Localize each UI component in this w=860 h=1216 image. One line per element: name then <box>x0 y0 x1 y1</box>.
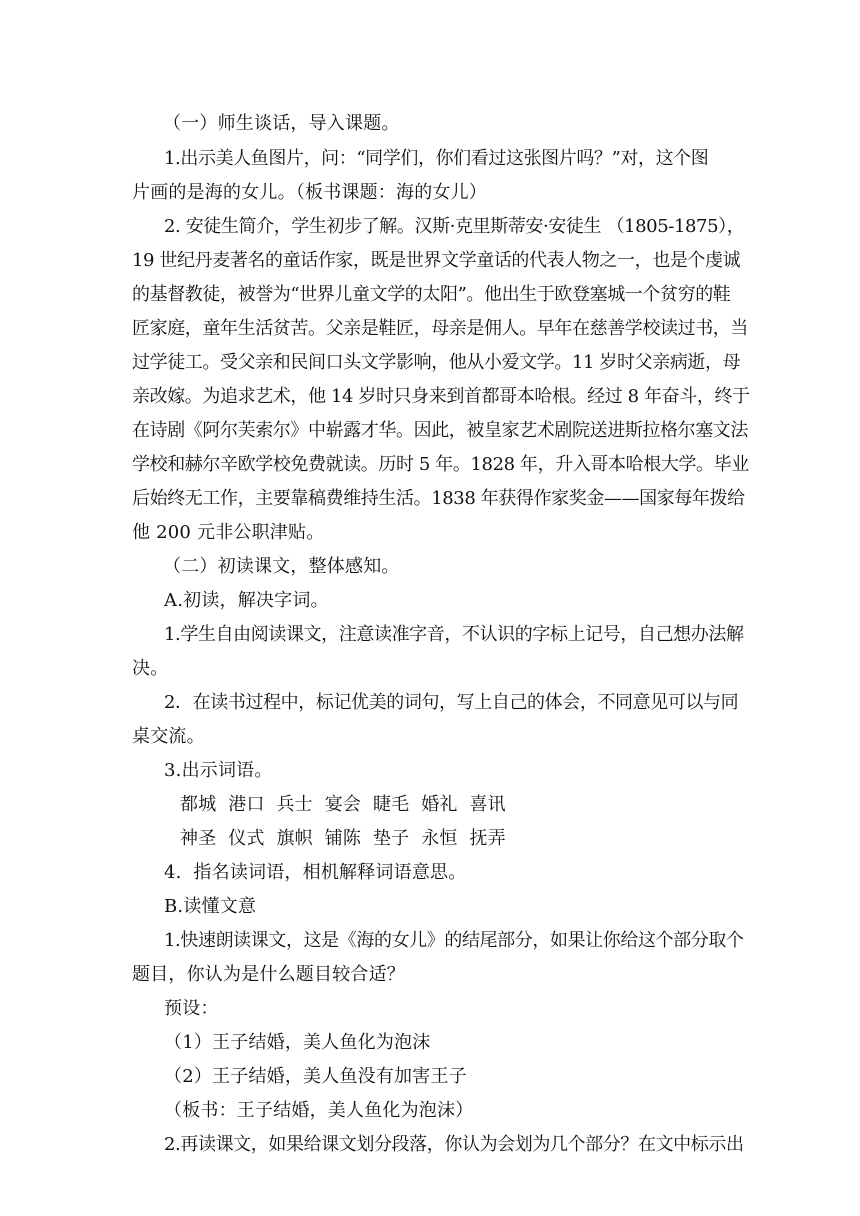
paragraph-line: 2. 安徒生简介，学生初步了解。汉斯·克里斯蒂安·安徒生 （1805-1875）， <box>164 216 745 237</box>
paragraph-line: 过学徒工。受父亲和民间口头文学影响，他从小爱文学。11 岁时父亲病逝，母 <box>132 352 741 373</box>
section-heading-1: （一）师生谈话，导入课题。 <box>163 113 400 134</box>
vocabulary-row-1: 都城 港口 兵士 宴会 睫毛 婚礼 喜讯 <box>180 794 506 815</box>
paragraph-line: 2．在读书过程中，标记优美的词句，写上自己的体会，不同意见可以与同 <box>164 692 739 713</box>
vocabulary-row-2: 神圣 仪式 旗帜 铺陈 垫子 永恒 抚弄 <box>180 828 506 849</box>
paragraph-line: 的基督教徒，被誉为“世界儿童文学的太阳”。他出生于欧登塞城一个贫穷的鞋 <box>132 284 731 305</box>
paragraph-line: （1）王子结婚，美人鱼化为泡沫 <box>164 1032 431 1053</box>
paragraph-line: 4. 指名读词语，相机解释词语意思。 <box>164 862 467 883</box>
paragraph-line: 19 世纪丹麦著名的童话作家，既是世界文学童话的代表人物之一，也是个虔诚 <box>132 250 741 271</box>
paragraph-line: 匠家庭，童年生活贫苦。父亲是鞋匠，母亲是佣人。早年在慈善学校读过书，当 <box>132 318 748 339</box>
paragraph-line: 题目，你认为是什么题目较合适？ <box>132 964 405 985</box>
paragraph-line: 亲改嫁。为追求艺术，他 14 岁时只身来到首都哥本哈根。经过 8 年奋斗，终于 <box>132 386 750 407</box>
subsection-heading-b: B.读懂文意 <box>164 896 257 917</box>
paragraph-line: 1.快速朗读课文，这是《海的女儿》的结尾部分，如果让你给这个部分取个 <box>164 930 744 951</box>
paragraph-line: （板书：王子结婚，美人鱼化为泡沫） <box>164 1100 474 1121</box>
paragraph-line: 1.学生自由阅读课文，注意读准字音，不认识的字标上记号，自己想办法解 <box>164 624 744 645</box>
paragraph-line: 决。 <box>132 658 169 679</box>
paragraph-line: 片画的是海的女儿。（板书课题：海的女儿） <box>132 182 487 203</box>
paragraph-line: 学校和赫尔辛欧学校免费就读。历时 5 年。1828 年，升入哥本哈根大学。毕业 <box>132 454 749 475</box>
paragraph-line: 2.再读课文，如果给课文划分段落，你认为会划为几个部分？在文中标示出 <box>164 1134 744 1155</box>
paragraph-line: 桌交流。 <box>132 726 205 747</box>
paragraph-line: 3.出示词语。 <box>164 760 273 781</box>
paragraph-line: 预设： <box>164 998 219 1019</box>
subsection-heading-a: A.初读，解决字词。 <box>164 590 329 611</box>
paragraph-line: （2）王子结婚，美人鱼没有加害王子 <box>164 1066 467 1087</box>
paragraph-line: 在诗剧《阿尔芙索尔》中崭露才华。因此，被皇家艺术剧院送进斯拉格尔塞文法 <box>132 420 748 441</box>
paragraph-line: 1.出示美人鱼图片，问：“同学们，你们看过这张图片吗？”对，这个图 <box>164 148 709 169</box>
section-heading-2: （二）初读课文，整体感知。 <box>163 556 400 577</box>
paragraph-line: 他 200 元非公职津贴。 <box>132 522 325 543</box>
paragraph-line: 后始终无工作，主要靠稿费维持生活。1838 年获得作家奖金——国家每年拨给 <box>132 488 745 509</box>
